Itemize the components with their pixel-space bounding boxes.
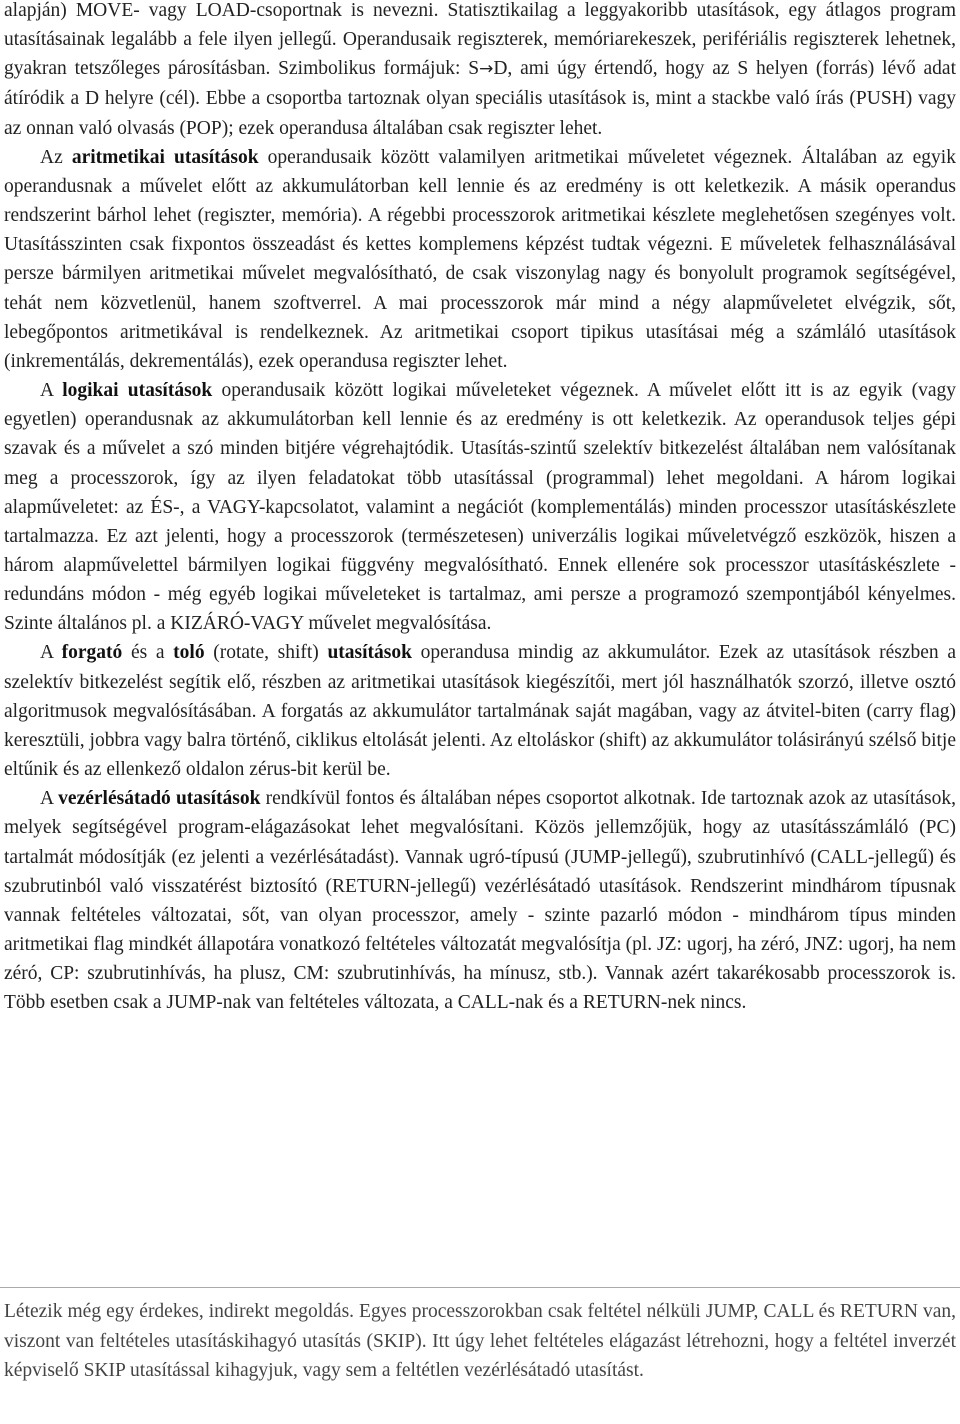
text-run: A (40, 380, 63, 402)
text-run: alapján) MOVE- vagy LOAD-csoportnak is nevezni. Statisztikailag a leggyakoribb utasítások, egy átlagos program utasításainak legalább a fele ilyen jellegű. Operandusaik regiszterek, memóriarekeszek, perifériális regiszterek lehetnek, gyakran tetszőleges párosításban. Szimbolikus formájuk: S (4, 0, 956, 80)
footnote-text: Létezik még egy érdekes, indirekt megoldás. Egyes processzorokban csak feltétel nélküli JUMP, CALL és RETURN van, viszont van feltételes utasításkihagyó utasítás (SKIP). Itt úgy lehet feltételes elágazást létrehozni, hogy a feltétel inverzét képviselő SKIP utasítással kihagyjuk, vagy sem a feltétlen vezérlésátadó utasítást. (4, 1301, 956, 1381)
term-instructions: utasítások (327, 642, 412, 664)
text-run: (rotate, shift) (204, 642, 328, 664)
paragraph-arithmetic (4, 143, 956, 376)
term-control-transfer: vezérlésátadó utasítások (58, 788, 261, 810)
text-run: rendkívül fontos és általában népes csoportot alkotnak. Ide tartoznak azok az utasítások, melyek segítségével program-elágazásokat lehet megvalósítani. Közös jellemzőjük, hogy az utasításszámláló (PC) tartalmát módosítják (ez jelenti a vezérlésátadást). Vannak ugró-típusú (JUMP-jellegű), szubrutinhívó (CALL-jellegű) és szubrutinból való visszatérést biztosító (RETURN-jellegű) vezérlésátadó utasítások. Rendszerint mindhárom típusnak vannak feltételes változatai, sőt, van olyan processzor, amely - szinte pazarló módon - mindhárom típus minden aritmetikai flag mindkét állapotára vonatkozó feltételes változatát megvalósítja (pl. JZ: ugorj, ha zéró, JNZ: ugorj, ha nem zéró, CP: szubrutinhívás, ha plusz, CM: szubrutinhívás, ha mínusz, stb.). Vannak azért takarékosabb processzorok is. Több esetben csak a JUMP-nak van feltételes változata, a CALL-nak és a RETURN-nek nincs. (4, 788, 956, 1014)
term-rotate: forgató (61, 642, 123, 664)
paragraph-control-transfer (4, 784, 956, 1017)
right-arrow-icon: → (479, 59, 494, 80)
text-run: operandusa mindig az akkumulátor. Ezek az utasítások részben a szelektív bitkezelést segítik elő, részben az aritmetikai utasítások kiegészítői, mert jól használhatók szorzó, illetve osztó algoritmusok megvalósításában. A forgatás az akkumulátor tartalmának saját magában, vagy az átvitel-biten (carry flag) keresztüli, jobbra vagy balra történő, ciklikus eltolását jelenti. Az eltoláskor (shift) az akkumulátor tolásirányú szélső bitje eltűnik és az ellenkező oldalon zérus-bit kerül be. (4, 642, 956, 781)
text-run: operandusaik között valamilyen aritmetikai műveletet végeznek. Általában az egyik operandusnak a művelet előtt az akkumulátorban kell lennie és az eredmény is ott keletkezik. A másik operandus rendszerint bárhol lehet (regiszter, memória). A régebbi processzorok aritmetikai készlete meglehetősen szegényes volt. Utasításszinten csak fixpontos összeadást és kettes komplemens képzést tudtak végezni. E műveletek felhasználásával persze bármilyen aritmetikai művelet megvalósítható, de csak viszonylag nagy és bonyolult programok segítségével, tehát nem közvetlenül, hanem szoftverrel. A mai processzorok már mind a négy alapműveletet elvégzik, sőt, lebegőpontos aritmetikával is rendelkeznek. Az aritmetikai csoport tipikus utasításai még a számláló utasítások (inkrementálás, dekrementálás), ezek operandusa regiszter lehet. (4, 146, 956, 372)
term-shift: toló (173, 642, 205, 664)
footnote-box (4, 1297, 956, 1386)
text-run: Az (40, 146, 72, 168)
term-arithmetic: aritmetikai utasítások (71, 146, 259, 168)
paragraph-rotate-shift (4, 638, 956, 784)
term-logic: logikai utasítások (62, 380, 213, 402)
text-run: és a (122, 642, 174, 664)
text-run: D, ami úgy értendő, hogy az S helyen (forrás) lévő adat átíródik a D helyre (cél). Ebbe a csoportba tartoznak olyan speciális utasítások is, mint a stackbe való írás (PUSH) vagy az onnan való olvasás (POP); ezek operandusa általában csak regiszter lehet. (4, 58, 956, 139)
text-run: operandusaik között logikai műveleteket végeznek. A művelet előtt itt is az egyik (vagy egyetlen) operandusnak az akkumulátorban kell lennie és az eredmény is ott keletkezik. Az operandusok teljes gépi szavak és a művelet a szó minden bitjére végrehajtódik. Utasítás-szintű szelektív bitkezelést általában nem valósítanak meg a processzorok, így az ilyen feladatokat több utasítással (programmal) lehet megoldani. A három logikai alapműveletet: az ÉS-, a VAGY-kapcsolatot, valamint a negációt (komplementálás) minden processzor utasításkészlete tartalmazza. Ez azt jelenti, hogy a processzorok (természetesen) univerzális logikai műveletvégző eszközök, hiszen a három alapművelettel bármilyen logikai függvény megvalósítható. Ennek ellenére sok processzor utasításkészlete - redundáns módon - még egyéb logikai műveleteket is tartalmaz, ami persze a programozó szempontjából kényelmes. Szinte általános pl. a KIZÁRÓ-VAGY művelet megvalósítása. (4, 380, 957, 635)
section-divider (0, 1287, 960, 1288)
main-text (4, 0, 956, 1017)
paragraph-logic (4, 376, 956, 638)
text-run: A (40, 788, 59, 810)
paragraph-data-transfer (4, 0, 956, 143)
text-run: A (40, 642, 62, 664)
